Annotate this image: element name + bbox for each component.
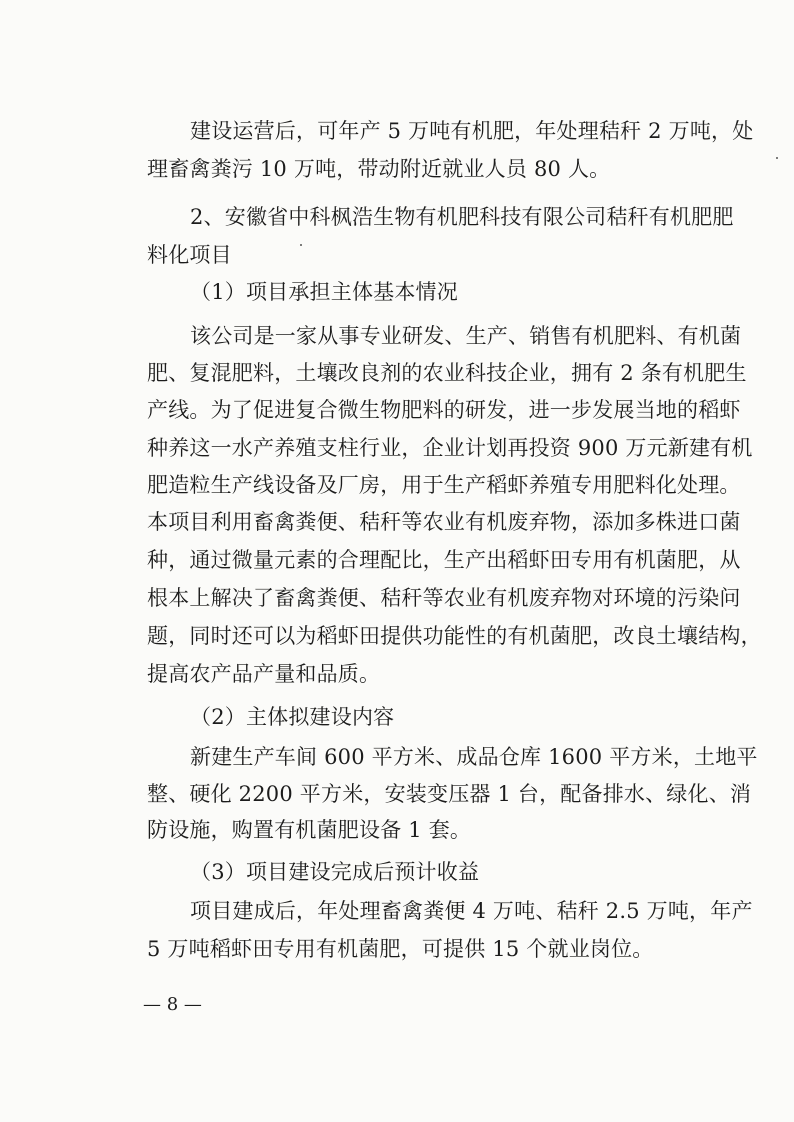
paragraph-line: 本项目利用畜禽粪便、秸秆等农业有机废弃物，添加多株进口菌 <box>147 510 741 534</box>
scan-speck <box>300 244 302 246</box>
paragraph-line: 种，通过微量元素的合理配比，生产出稻虾田专用有机菌肥，从 <box>147 548 741 572</box>
paragraph-line: 5 万吨稻虾田专用有机菌肥，可提供 15 个就业岗位。 <box>147 937 654 961</box>
paragraph-line: 理畜禽粪污 10 万吨，带动附近就业人员 80 人。 <box>147 157 611 181</box>
scan-speck <box>776 157 778 159</box>
paragraph-line: 新建生产车间 600 平方米、成品仓库 1600 平方米，土地平 <box>190 745 758 769</box>
paragraph-line: 种养这一水产养殖支柱行业，企业计划再投资 900 万元新建有机 <box>147 436 753 460</box>
paragraph-line: 防设施，购置有机菌肥设备 1 套。 <box>147 818 472 842</box>
section-heading: 2、安徽省中科枫浩生物有机肥科技有限公司秸秆有机肥肥 <box>190 205 734 229</box>
paragraph-line: 产线。为了促进复合微生物肥料的研发，进一步发展当地的稻虾 <box>147 398 741 422</box>
paragraph-line: 提高农产品产量和品质。 <box>147 662 381 686</box>
paragraph-line: 题，同时还可以为稻虾田提供功能性的有机菌肥，改良土壤结构， <box>147 624 762 648</box>
subsection-heading: （2）主体拟建设内容 <box>190 705 395 729</box>
paragraph-line: 该公司是一家从事专业研发、生产、销售有机肥料、有机菌 <box>190 324 742 348</box>
paragraph-line: 项目建成后，年处理畜禽粪便 4 万吨、秸秆 2.5 万吨，年产 <box>190 899 753 923</box>
subsection-heading: （3）项目建设完成后预计收益 <box>190 860 480 884</box>
paragraph-line: 建设运营后，可年产 5 万吨有机肥，年处理秸秆 2 万吨，处 <box>190 119 754 143</box>
paragraph-line: 肥造粒生产线设备及厂房，用于生产稻虾养殖专用肥料化处理。 <box>147 473 741 497</box>
paragraph-line: 肥、复混肥料，土壤改良剂的农业科技企业，拥有 2 条有机肥生 <box>147 361 747 385</box>
paragraph-line: 根本上解决了畜禽粪便、秸秆等农业有机废弃物对环境的污染问 <box>147 586 741 610</box>
subsection-heading: （1）项目承担主体基本情况 <box>190 280 458 304</box>
paragraph-line: 整、硬化 2200 平方米，安装变压器 1 台，配备排水、绿化、消 <box>147 782 752 806</box>
page-number: — 8 — <box>143 994 202 1015</box>
section-heading: 料化项目 <box>147 243 232 267</box>
